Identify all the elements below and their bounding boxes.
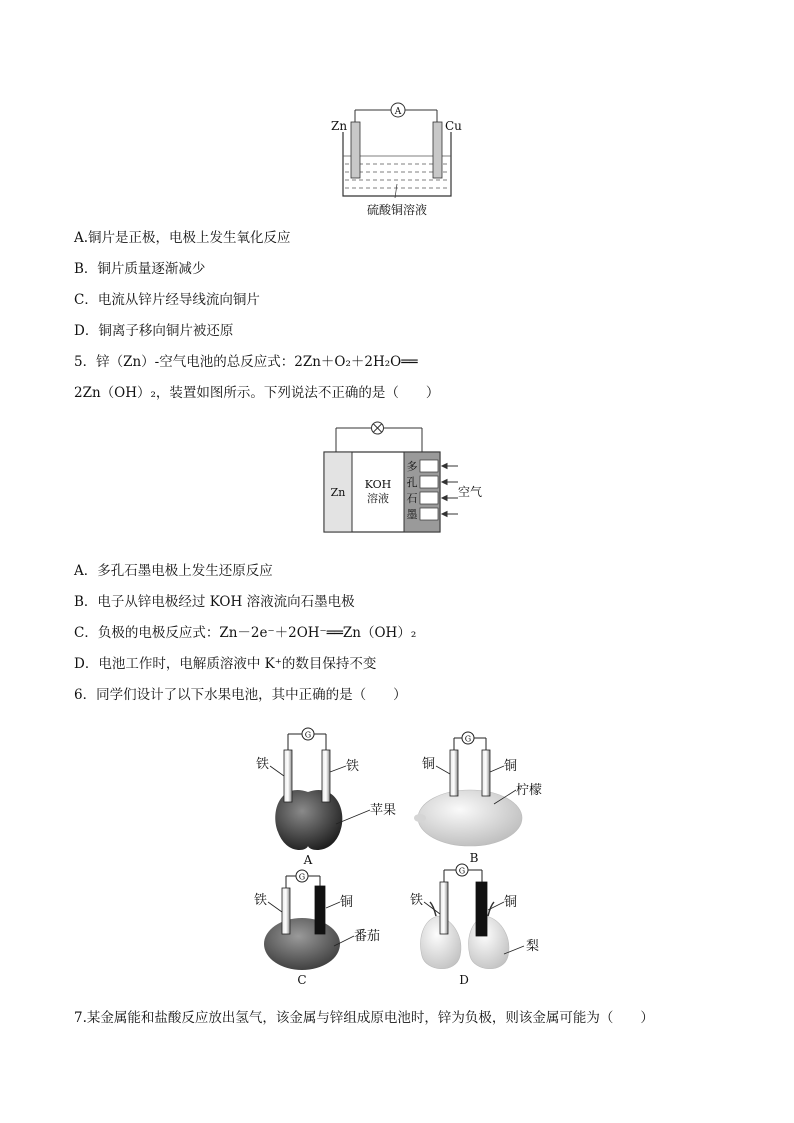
graphite-char-1: 多	[406, 460, 418, 473]
svg-text:铁: 铁	[346, 759, 360, 774]
svg-text:G: G	[304, 730, 312, 740]
svg-text:D: D	[459, 973, 469, 987]
q4-option-a: A.铜片是正极，电极上发生氧化反应	[74, 230, 291, 246]
svg-text:G: G	[458, 866, 466, 876]
q4-option-b: B．铜片质量逐渐减少	[74, 261, 206, 277]
svg-text:G: G	[298, 872, 306, 882]
svg-text:铁: 铁	[254, 893, 268, 908]
svg-text:G: G	[464, 734, 472, 744]
svg-text:A: A	[303, 853, 313, 867]
solution-label: 硫酸铜溶液	[366, 203, 428, 217]
q5-stem-line2: 2Zn（OH）₂，装置如图所示。下列说法不正确的是（ ）	[74, 385, 440, 401]
svg-text:番茄: 番茄	[354, 929, 381, 944]
svg-text:苹果: 苹果	[370, 803, 397, 818]
svg-text:C: C	[297, 973, 307, 987]
svg-text:铜: 铜	[504, 895, 518, 910]
air-label: 空气	[458, 485, 483, 499]
q5-option-b: B．电子从锌电极经过 KOH 溶液流向石墨电极	[74, 594, 355, 610]
q6-stem: 6．同学们设计了以下水果电池，其中正确的是（ ）	[74, 687, 407, 703]
svg-text:柠檬: 柠檬	[516, 783, 543, 798]
electrolyte-label-1: KOH	[364, 478, 392, 491]
svg-text:B: B	[469, 851, 479, 865]
fruit-panel-b	[414, 732, 542, 865]
q5-option-a: A．多孔石墨电极上发生还原反应	[74, 563, 273, 579]
electrolyte-label-2: 溶液	[367, 492, 389, 505]
fruit-panel-d	[410, 864, 539, 987]
fruit-panel-c	[254, 870, 380, 987]
svg-text:铁: 铁	[256, 757, 270, 772]
q5-stem-line1: 5．锌（Zn）-空气电池的总反应式：2Zn＋O₂＋2H₂O══	[74, 354, 418, 370]
svg-text:铁: 铁	[410, 893, 424, 908]
svg-text:梨: 梨	[526, 939, 540, 954]
q4-option-c: C．电流从锌片经导线流向铜片	[74, 292, 260, 308]
zn-air-cell-figure	[318, 418, 493, 538]
q7-stem: 7.某金属能和盐酸反应放出氢气，该金属与锌组成原电池时，锌为负极，则该金属可能为（ ）	[74, 1010, 654, 1026]
q5-option-c: C．负极的电极反应式：Zn－2e⁻＋2OH⁻══Zn（OH）₂	[74, 625, 417, 641]
svg-text:铜: 铜	[340, 895, 354, 910]
graphite-char-4: 墨	[406, 508, 418, 521]
zn-cu-cell-figure	[325, 98, 475, 220]
zn-electrode-label: Zn	[331, 119, 348, 133]
ammeter-label: A	[394, 107, 402, 117]
fruit-battery-figure	[250, 720, 560, 990]
q4-option-d: D．铜离子移向铜片被还原	[74, 323, 234, 339]
zn-label: Zn	[330, 486, 346, 499]
graphite-char-3: 石	[406, 492, 418, 505]
cu-electrode-label: Cu	[445, 119, 462, 133]
fruit-panel-a	[256, 728, 396, 867]
q5-option-d: D．电池工作时，电解质溶液中 K⁺的数目保持不变	[74, 656, 377, 672]
graphite-char-2: 孔	[406, 476, 418, 489]
svg-text:铜: 铜	[422, 757, 436, 772]
svg-text:铜: 铜	[504, 759, 518, 774]
